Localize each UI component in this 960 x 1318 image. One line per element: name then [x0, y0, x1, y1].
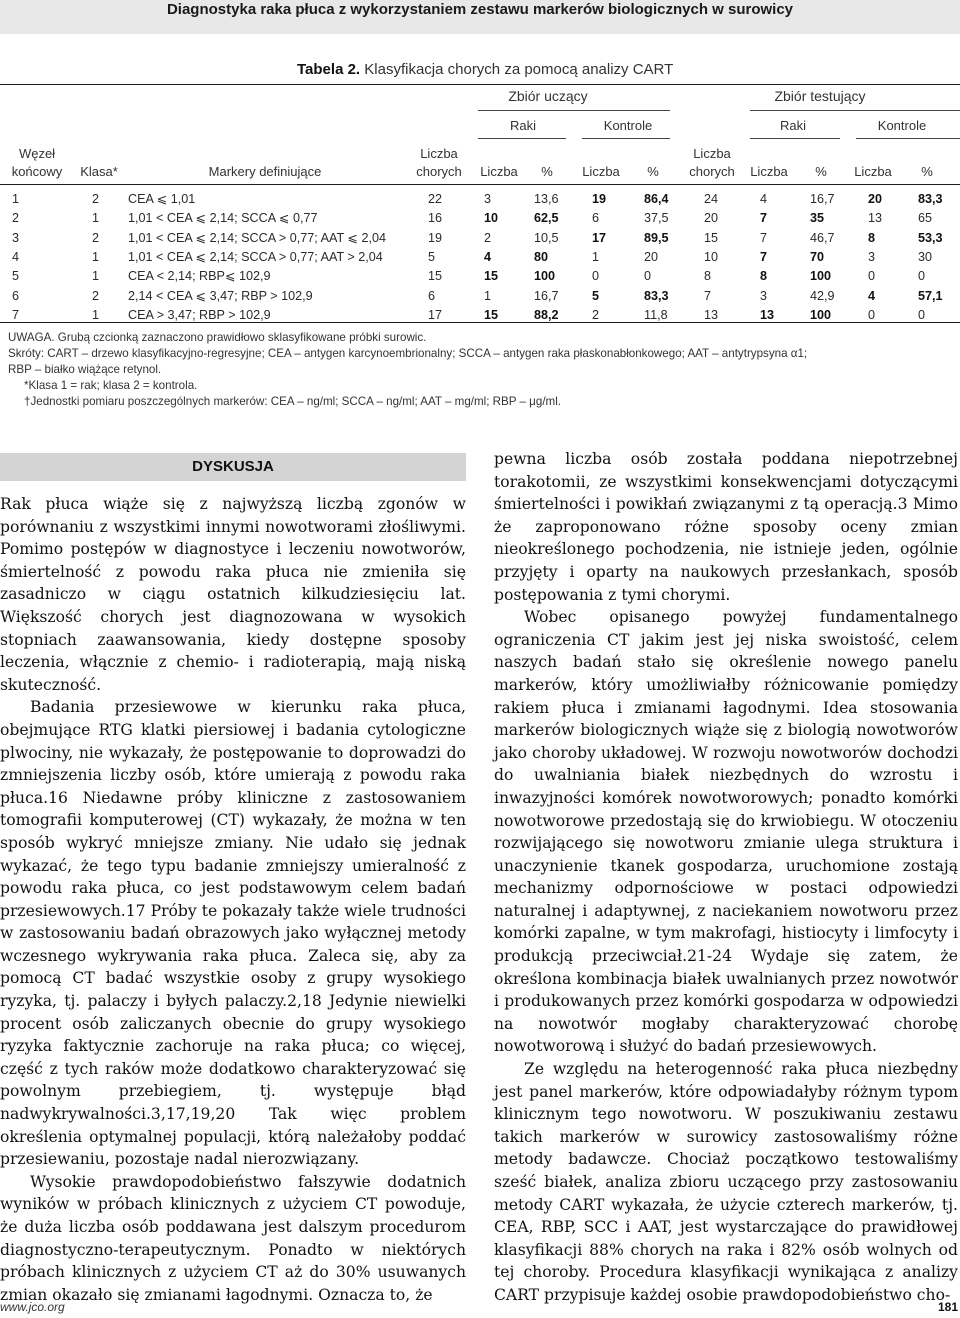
sub-rule-2: [582, 138, 670, 139]
table-cell-pct-1: 10,5: [534, 230, 559, 245]
table-caption-label: Tabela 2.: [297, 61, 361, 78]
table-cell-markers: 1,01 < CEA ⩽ 2,14; SCCA > 0,77; AAT ⩽ 2,04: [128, 230, 386, 245]
table-cell-count-3: 3: [760, 288, 768, 303]
table-cell-node: 3: [12, 230, 20, 245]
table-cell-pct-4: 30: [918, 249, 933, 264]
table-cell-pct-1: 100: [534, 269, 556, 284]
col-header-node: Węzeł końcowy: [11, 146, 63, 179]
sub-rule-4: [856, 138, 960, 139]
right-column: [494, 448, 958, 1307]
table-cell-patients-test: 13: [704, 307, 719, 322]
table-cell-pct-3: 16,7: [810, 192, 835, 206]
left-paragraph-2: Badania przesiewowe w kierunku raka płuca, obejmujące RTG klatki piersiowej i badania cytologiczne plwociny, nie wykazały, że postępowanie to doprowadzi do zmniejszenia liczby osób, które umierają z powodu raka płuca.16 Niedawne próby kliniczne z zastosowaniem tomografii komputerowej (CT) wykazały, że można w ten sposób wykryć mniejsze zmiany. Nie udało się jednak wykazać, że tego typu badanie zmniejszy umieralność z powodu raka płuca, co jest podstawowym celem badań przesiewowych.17 Próby te pokazały także wiele trudności w zastosowaniu badań obrazowych jako wyłącznej metody wczesnego wykrywania raka płuca. Zaleca się, aby za pomocą CT badać wszystkie osoby z grupy wysokiego ryzyka, tj. palaczy i byłych palaczy.2,18 Jedynie niewielki procent osób zaliczanych obecnie do grupy wysokiego ryzyka faktycznie zachoruje na raka płuca; co więcej, część z tych raków może dodatkowo charakteryzować się powolnym przebiegiem, tj. występuje błąd nadwykrywalności.3,17,19,20 Tak więc problem określenia optymalnej populacji, którą należałoby poddać przesiewaniu, pozostaje nadal nierozwiązany.: [0, 698, 466, 1169]
table-cell-pct-1: 80: [534, 249, 549, 264]
table-cell-pct-2: 11,8: [644, 307, 668, 322]
table-cell-pct-4: 83,3: [918, 192, 943, 206]
col-header-patients-training: Liczba chorych: [416, 146, 462, 179]
col-header-patients-test: Liczba chorych: [689, 146, 735, 179]
table-cell-pct-2: 37,5: [644, 211, 669, 226]
table-cell-count-3: 7: [760, 211, 768, 226]
table-cell-pct-4: 0: [918, 307, 926, 322]
col-header-pct-4: %: [921, 164, 933, 179]
table-cell-pct-1: 16,7: [534, 288, 559, 303]
group-header-training: Zbiór uczący: [508, 88, 588, 104]
table-cell-count-2: 6: [592, 211, 600, 226]
table-note-abbreviations: Skróty: CART – drzewo klasyfikacyjno-regresyjne; CEA – antygen karcynoembrionalny; SCCA – antygen raka płaskonabłonkowego; AAT – antytrypsyna α1;: [8, 347, 808, 360]
table-cell-pct-1: 13,6: [534, 192, 559, 206]
table-cell-pct-1: 62,5: [534, 211, 559, 226]
table-cell-pct-4: 53,3: [918, 230, 943, 245]
col-header-count-1: Liczba: [480, 164, 518, 179]
table-cell-count-4: 0: [868, 307, 876, 322]
table-cell-patients-training: 22: [428, 192, 443, 206]
table-cell-count-1: 15: [484, 269, 499, 284]
table-cell-count-4: 13: [868, 211, 883, 226]
table-cell-patients-training: 5: [428, 249, 436, 264]
sub-rule-3: [750, 138, 840, 139]
table-cell-pct-3: 100: [810, 307, 832, 322]
table-cell-pct-3: 100: [810, 269, 832, 284]
col-header-count-4: Liczba: [854, 164, 892, 179]
table-cell-pct-4: 65: [918, 211, 933, 226]
left-paragraph-3: Wysokie prawdopodobieństwo fałszywie dodatnich wyników w próbach klinicznych z użyciem CT powoduje, że duża liczba osób poddawana jest dalszym procedurom diagnostyczno-terapeutycznym. Ponadto w niektórych próbach klinicznych z użyciem CT aż do 30% usuwanych zmian okazało się zmianami łagodnymi. Oznacza to, że: [0, 1172, 466, 1304]
table-cell-patients-training: 15: [428, 269, 443, 284]
section-heading: DYSKUSJA: [192, 458, 274, 475]
group-rule-test: [750, 110, 960, 111]
col-header-pct-2: %: [647, 164, 659, 179]
table-caption-text: Klasyfikacja chorych za pomocą analizy CART: [364, 61, 674, 78]
table-cell-count-1: 3: [484, 192, 492, 206]
table-cell-patients-test: 24: [704, 192, 719, 206]
table-cell-markers: CEA < 2,14; RBP⩽ 102,9: [128, 269, 271, 284]
table-cell-pct-2: 89,5: [644, 230, 669, 245]
table-cell-patients-training: 17: [428, 307, 443, 322]
sub-header-cancer-training: Raki: [509, 118, 536, 133]
table-note-class: *Klasa 1 = rak; klasa 2 = kontrola.: [24, 379, 198, 392]
table-cell-patients-test: 15: [704, 230, 719, 245]
sub-header-control-training: Kontrole: [603, 118, 653, 133]
table-cell-count-3: 13: [760, 307, 775, 322]
table-cell-class: 2: [92, 192, 100, 206]
table-cell-count-4: 3: [868, 249, 876, 264]
running-head: Diagnostyka raka płuca z wykorzystaniem zestawu markerów biologicznych w surowicy: [166, 1, 794, 18]
sub-rule-1: [478, 138, 566, 139]
table-cell-class: 1: [92, 269, 100, 284]
left-column: [0, 493, 466, 1306]
table-note-rbp: RBP – białko wiążące retynol.: [8, 363, 162, 376]
table-cell-node: 7: [12, 307, 20, 322]
table-cell-count-2: 2: [592, 307, 600, 322]
table-cell-pct-3: 35: [810, 211, 825, 226]
header-bottom-rule: [0, 184, 960, 185]
group-rule-training: [478, 110, 670, 111]
table-cell-count-4: 0: [868, 269, 876, 284]
table-cell-patients-test: 20: [704, 211, 719, 226]
col-header-pct-1: %: [541, 164, 553, 179]
table-cell-class: 1: [92, 307, 100, 322]
table-cell-class: 1: [92, 249, 100, 264]
table-note-uwaga: UWAGA. Grubą czcionką zaznaczono prawidłowo sklasyfikowane próbki surowic.: [8, 331, 427, 344]
table-cell-pct-3: 42,9: [810, 288, 835, 303]
table-cell-count-1: 2: [484, 230, 492, 245]
table-cell-patients-test: 8: [704, 269, 712, 284]
table-cell-count-4: 4: [868, 288, 876, 303]
table-cell-node: 4: [12, 249, 20, 264]
table-cell-count-3: 4: [760, 192, 768, 206]
col-header-markers: Markery definiujące: [208, 164, 322, 179]
table-cell-patients-training: 19: [428, 230, 443, 245]
group-header-test: Zbiór testujący: [774, 88, 866, 104]
table-cell-count-2: 1: [592, 249, 600, 264]
table-cell-node: 6: [12, 288, 20, 303]
table-cell-pct-2: 86,4: [644, 192, 669, 206]
table-cell-class: 2: [92, 288, 100, 303]
table-cell-count-1: 4: [484, 249, 492, 264]
left-paragraph-1: Rak płuca wiąże się z najwyższą liczbą zgonów w porównaniu z wszystkimi innymi nowotworami złośliwymi. Pomimo postępów w diagnostyce i leczeniu nowotworów, śmiertelność z powodu raka płuca nie zmieniła się zasadniczo w ciągu ostatnich kilkudziesięciu lat. Większość chorych jest diagnozowana w wysokich stopniach zaawansowania, kiedy dostępne sposoby leczenia, włącznie z chemio- i radioterapią, mają niską skuteczność.: [0, 495, 466, 694]
table-caption: [297, 61, 673, 79]
table-cell-patients-training: 16: [428, 211, 443, 226]
table-cell-markers: CEA > 3,47; RBP > 102,9: [128, 307, 271, 322]
table-cell-node: 2: [12, 211, 20, 226]
table-cell-markers: CEA ⩽ 1,01: [128, 192, 196, 206]
table-cell-count-3: 7: [760, 249, 768, 264]
table-cell-count-3: 8: [760, 269, 768, 284]
col-header-count-2: Liczba: [582, 164, 620, 179]
table-cell-count-4: 20: [868, 192, 883, 206]
table-cell-markers: 1,01 < CEA ⩽ 2,14; SCCA > 0,77; AAT > 2,04: [128, 249, 383, 264]
table-cell-pct-2: 20: [644, 249, 659, 264]
table-cell-patients-training: 6: [428, 288, 436, 303]
table-cell-pct-2: 0: [644, 269, 652, 284]
table-cell-class: 2: [92, 230, 100, 245]
table-cell-node: 5: [12, 269, 20, 284]
table-cell-count-3: 7: [760, 230, 768, 245]
table-note-units: †Jednostki pomiaru poszczególnych markerów: CEA – ng/ml; SCCA – ng/ml; AAT – mg/ml; RBP – μg/ml.: [24, 395, 561, 408]
sub-header-cancer-test: Raki: [779, 118, 806, 133]
footer-url: www.jco.org: [0, 1300, 65, 1314]
table-cell-count-2: 5: [592, 288, 600, 303]
right-paragraph-2: Wobec opisanego powyżej fundamentalnego ograniczenia CT jakim jest jej niska swoistość, celem naszych badań stało się określenie nowego panelu markerów, który umożliwiałby różnicowanie pomiędzy rakiem płuca i zmianami łagodnymi. Idea stosowania markerów biologicznych wiąże się z biologią nowotworów jako choroby układowej. W rozwoju nowotworów dochodzi do uwalniania białek niezbędnych do wzrostu i inwazyjności komórek nowotworowych; ponadto komórki nowotworowe przedostają się do krwiobiegu. W otoczeniu rozwijającego się nowotworu zmianie ulega struktura i unaczynienie tkanek gospodarza, uruchomione zostają mechanizmy odpornościowe w postaci odpowiedzi naturalnej i adaptywnej, z naciekaniem nowotworu przez komórki zapalne, w tym makrofagi, histiocyty i limfocyty i produkcją przeciwciał.21-24 Wydaje się zatem, że określona kombinacja białek uwalnianych przez nowotwór i produkowanych przez komórki gospodarza w odpowiedzi na nowotwór mogłaby charakteryzować chorobę nowotworową i służyć do badań przesiewowych.: [494, 608, 958, 1056]
table-cell-pct-1: 88,2: [534, 307, 559, 322]
table-cell-count-1: 15: [484, 307, 499, 322]
table-bottom-rule: [0, 322, 960, 323]
table-cell-markers: 2,14 < CEA ⩽ 3,47; RBP > 102,9: [128, 288, 313, 303]
col-header-pct-3: %: [815, 164, 827, 179]
table-cell-patients-test: 7: [704, 288, 712, 303]
table-cell-count-2: 0: [592, 269, 600, 284]
table-cell-patients-test: 10: [704, 249, 719, 264]
table-cell-pct-2: 83,3: [644, 288, 669, 303]
table-cell-count-4: 8: [868, 230, 876, 245]
right-paragraph-1: pewna liczba osób została poddana niepotrzebnej torakotomii, ze wszystkimi konsekwencjami dotyczącymi śmiertelności i powikłań związanymi z tą operacją.3 Mimo że zaproponowano różne sposoby oceny zmian nieokreślonego pochodzenia, nie istnieje jeden, ogólnie przyjęty i oparty na naukowych przesłankach, sposób postępowania z tymi chorymi.: [494, 450, 958, 604]
col-header-count-3: Liczba: [750, 164, 788, 179]
table-cell-pct-4: 57,1: [918, 288, 943, 303]
table-cell-pct-3: 70: [810, 249, 825, 264]
table-cell-markers: 1,01 < CEA ⩽ 2,14; SCCA ⩽ 0,77: [128, 211, 318, 226]
table-cell-count-2: 17: [592, 230, 607, 245]
sub-header-control-test: Kontrole: [877, 118, 927, 133]
page-number: 181: [937, 1300, 958, 1314]
table-cell-count-1: 1: [484, 288, 492, 303]
table-cell-pct-4: 0: [918, 269, 926, 284]
table-cell-count-2: 19: [592, 192, 607, 206]
col-header-class: Klasa*: [80, 164, 118, 179]
table-cell-count-1: 10: [484, 211, 499, 226]
table-cell-pct-3: 46,7: [810, 230, 835, 245]
right-paragraph-3: Ze względu na heterogenność raka płuca niezbędny jest panel markerów, które odpowiadałyby różnym typom klinicznym tego nowotworu. W poszukiwaniu zestawu takich markerów w surowicy zastosowaliśmy różne metody badawcze. Chociaż początkowo testowaliśmy sześć białek, analiza zbioru uczącego przy zastosowaniu metody CART wykazała, że użycie czterech markerów, tj. CEA, RBP, SCC i AAT, jest wystarczające do prawidłowej klasyfikacji 88% chorych na raka i 82% osób wolnych od tej choroby. Procedura klasyfikacji wynikająca z analizy CART przypisuje każdej osobie prawdopodobieństwo cho-: [494, 1060, 958, 1304]
table-cell-class: 1: [92, 211, 100, 226]
table-cell-node: 1: [12, 192, 20, 206]
table-top-rule: [0, 84, 960, 85]
